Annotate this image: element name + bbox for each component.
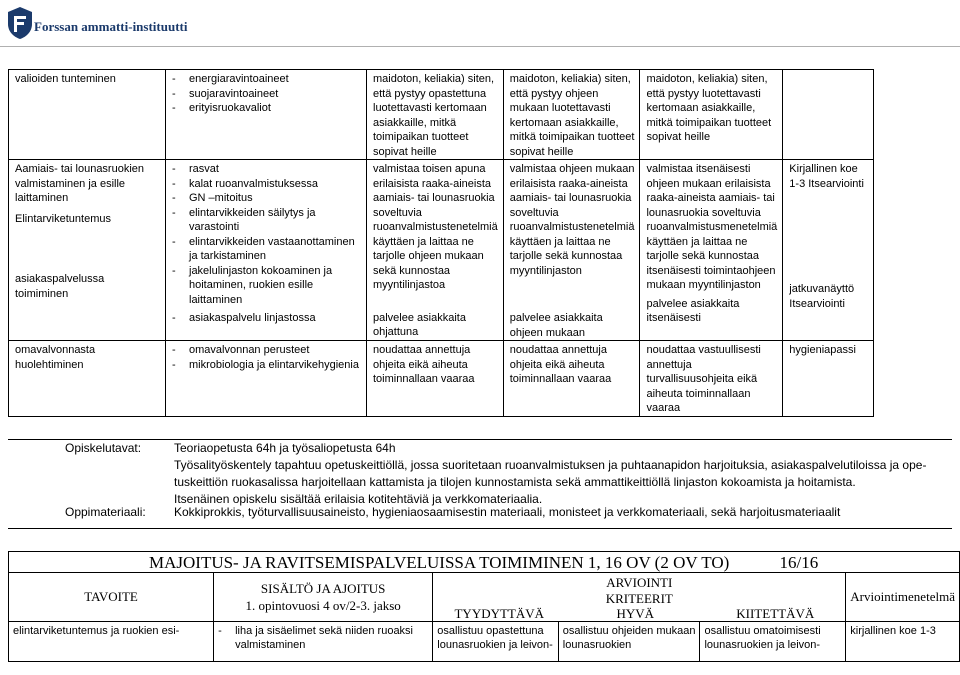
table-row bbox=[9, 70, 874, 160]
table-row bbox=[9, 573, 960, 622]
content-cell bbox=[166, 341, 367, 417]
content-header bbox=[214, 573, 433, 622]
criteria-text: valmistaa toisen apuna erilaisista raaka-aineista aamiais- tai lounasruokia soveltuvia ruoanvalmistustenetelmiä käyttäen ja laittaa ne tarjolle ohjeen mukaan sekä kunnostaa myyntilinjastoa bbox=[373, 163, 498, 291]
study-methods-label: Opiskelutavat: bbox=[65, 441, 142, 455]
criteria-text: valmistaa itsenäisesti ohjeen mukaan erilaisista raaka-aineista aamiais- tai lounasruokia soveltuvia ruoanvalmistusmenetelmiä käyttäen ja laittaa ne tarjolle sekä kunnostaa itsenäisesti toimintaohjeen mukaan myyntilinjaston bbox=[646, 163, 778, 291]
goal-cell: valioiden tunteminen bbox=[9, 70, 166, 160]
assessment-method: hygieniapassi bbox=[783, 341, 874, 417]
criteria-good: noudattaa annettuja ohjeita eikä aiheuta toiminnallaan vaaraa bbox=[503, 341, 640, 417]
criteria-excellent: noudattaa vastuullisesti annettuja turvallisuusohjeita eikä aiheuta toiminnallaan vaaraa bbox=[640, 341, 783, 417]
grade-satisfactory: TYYDYTTÄVÄ bbox=[454, 606, 545, 621]
course-code: 16/16 bbox=[779, 553, 819, 572]
table-row bbox=[9, 552, 960, 573]
period-text: 1. opintovuosi 4 ov/2-3. jakso bbox=[245, 598, 401, 613]
assessment-header bbox=[433, 573, 846, 622]
table-row bbox=[9, 160, 874, 341]
method-header: Arviointimenetelmä bbox=[846, 573, 960, 622]
info-line: Teoriaopetusta 64h ja työsaliopetusta 64h bbox=[174, 441, 396, 455]
list-item: - liha ja sisäelimet sekä niiden ruoaksi valmistaminen bbox=[218, 624, 428, 652]
table-row bbox=[9, 622, 960, 662]
list-item: - mikrobiologia ja elintarvikehygienia bbox=[172, 358, 361, 373]
criteria-text: valmistaa ohjeen mukaan erilaisista raaka-aineista aamiais- tai lounasruokia soveltuvia ruoanvalmistustenetelmiä käyttäen ja laittaa ne tarjolle sekä kunnostaa myyntilinjaston bbox=[509, 163, 635, 277]
goal-cell bbox=[9, 160, 166, 341]
list-item: - erityisruokavaliot bbox=[172, 101, 361, 116]
goal-text: Aamiais- tai lounasruokien valmistaminen ja esille laittaminen bbox=[15, 163, 145, 204]
content-cell bbox=[166, 70, 367, 160]
school-crest-icon bbox=[6, 6, 34, 40]
school-name: Forssan ammatti-instituutti bbox=[34, 19, 188, 34]
study-methods-text bbox=[174, 440, 944, 508]
table-row bbox=[9, 341, 874, 417]
criteria-table bbox=[8, 69, 874, 417]
goal-cell: elintarviketuntemus ja ruokien esi- bbox=[9, 622, 214, 662]
criteria-title: KRITEERIT bbox=[605, 591, 673, 606]
content-cell bbox=[166, 160, 367, 341]
list-item: - suojaravintoaineet bbox=[172, 87, 361, 102]
content-header-title: SISÄLTÖ JA AJOITUS bbox=[260, 581, 386, 596]
grade-labels bbox=[433, 607, 845, 621]
criteria-text: palvelee asiakkaita ohjeen mukaan bbox=[509, 312, 603, 339]
list-item: - asiakaspalvelu linjastossa bbox=[172, 311, 361, 326]
info-line: Itsenäinen opiskelu sisältää erilaisia kotitehtäviä ja verkkomateriaalia. bbox=[174, 492, 543, 506]
criteria-satisfactory: osallistuu opastettuna lounasruokien ja leivon- bbox=[433, 622, 559, 662]
goal-text: asiakaspalvelussa toimiminen bbox=[15, 273, 105, 300]
criteria-satisfactory bbox=[367, 160, 504, 341]
study-info bbox=[8, 439, 952, 529]
method-text: Kirjallinen koe 1-3 Itsearviointi bbox=[789, 163, 864, 190]
list-item: - energiaravintoaineet bbox=[172, 72, 361, 87]
criteria-good bbox=[503, 160, 640, 341]
list-item: - kalat ruoanvalmistuksessa bbox=[172, 177, 361, 192]
criteria-text: palvelee asiakkaita ohjattuna bbox=[373, 311, 466, 338]
list-item: - rasvat bbox=[172, 162, 361, 177]
assessment-title: ARVIOINTI bbox=[606, 575, 673, 590]
info-line: tuskeittiön ruokasalissa harjoitellaan kattamista ja tilojen kunnostamista sekä ammattikeittiöllä linjaston kokoamista ja hoitamista. bbox=[174, 475, 856, 489]
header-divider bbox=[0, 46, 960, 47]
assessment-method: kirjallinen koe 1-3 bbox=[846, 622, 960, 662]
content-cell bbox=[214, 622, 433, 662]
list-item: - elintarvikkeiden säilytys ja varastointi bbox=[172, 206, 361, 235]
criteria-excellent bbox=[640, 160, 783, 341]
criteria-satisfactory: maidoton, keliakia) siten, että pystyy opastettuna luotettavasti kertomaan asiakkaille, mitkä toimipaikan tuotteet sopivat heille bbox=[367, 70, 504, 160]
assessment-method bbox=[783, 70, 874, 160]
course-table bbox=[8, 551, 960, 662]
list-item: - elintarvikkeiden vastaanottaminen ja tarkistaminen bbox=[172, 235, 361, 264]
goal-text: Elintarviketuntemus bbox=[15, 212, 111, 225]
info-line: Työsalityöskentely tapahtuu opetuskeittiöllä, jossa suoritetaan ruoanvalmistuksen ja puhtaanapidon harjoituksia, asiakaspalvelutiloissa ja ope- bbox=[174, 458, 927, 472]
goal-cell: omavalvonnasta huolehtiminen bbox=[9, 341, 166, 417]
criteria-good: osallistuu ohjeiden mukaan lounasruokien bbox=[558, 622, 700, 662]
criteria-excellent: maidoton, keliakia) siten, että pystyy luotettavasti kertomaan asiakkaille, mitkä toimipaikan tuotteet sopivat heille bbox=[640, 70, 783, 160]
materials-label: Oppimateriaali: bbox=[65, 505, 146, 519]
list-item: - omavalvonnan perusteet bbox=[172, 343, 361, 358]
grade-excellent: KIITETTÄVÄ bbox=[736, 606, 815, 621]
method-text: jatkuvanäyttö Itsearviointi bbox=[789, 283, 855, 310]
course-title: MAJOITUS- JA RAVITSEMISPALVELUISSA TOIMIMINEN 1, 16 OV (2 OV TO) bbox=[149, 553, 730, 572]
materials-text: Kokkiprokkis, työturvallisuusaineisto, hygieniaosaamisestin materiaali, monisteet ja verkkomateriaali, sekä harjoitusmateriaalit bbox=[174, 505, 841, 519]
grade-good: HYVÄ bbox=[616, 606, 655, 621]
list-item: - jakelulinjaston kokoaminen ja hoitaminen, ruokien esille laittaminen bbox=[172, 264, 361, 308]
assessment-method bbox=[783, 160, 874, 341]
criteria-excellent: osallistuu omatoimisesti lounasruokien ja leivon- bbox=[700, 622, 846, 662]
criteria-text: palvelee asiakkaita itsenäisesti bbox=[646, 297, 740, 324]
course-title-cell bbox=[9, 552, 960, 573]
criteria-satisfactory: noudattaa annettuja ohjeita eikä aiheuta toiminnallaan vaaraa bbox=[367, 341, 504, 417]
list-item: - GN –mitoitus bbox=[172, 191, 361, 206]
goal-header: TAVOITE bbox=[9, 573, 214, 622]
criteria-good: maidoton, keliakia) siten, että pystyy ohjeen mukaan luotettavasti kertomaan asiakkaille, mitkä toimipaikan tuotteet sopivat heille bbox=[503, 70, 640, 160]
